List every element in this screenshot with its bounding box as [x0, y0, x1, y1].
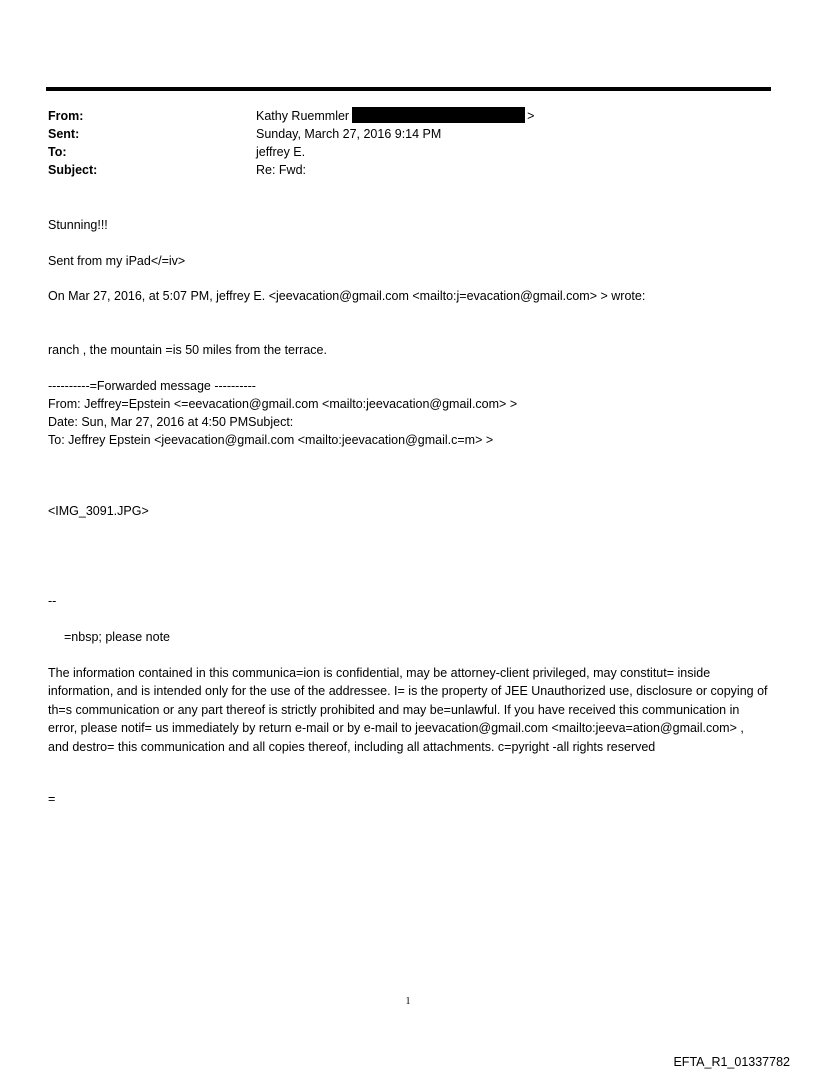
from-suffix: > — [527, 109, 535, 123]
redaction-box — [352, 107, 525, 123]
signature-dash: -- — [48, 594, 57, 608]
forwarded-date: Date: Sun, Mar 27, 2016 at 4:50 PMSubject: — [48, 415, 294, 429]
sent-value: Sunday, March 27, 2016 9:14 PM — [256, 127, 442, 141]
from-label: From: — [48, 109, 84, 123]
from-value — [256, 107, 534, 125]
to-value: jeffrey E. — [256, 145, 306, 159]
top-rule — [46, 87, 771, 91]
disclaimer-paragraph: The information contained in this communica=ion is confidential, may be attorney-client privileged, may constitut= inside information, and is intended only for the use of the addressee. I= is the property of JEE Unauthorized use, disclosure or copying of th=s communication or any part thereof is strictly prohibited and may be=unlawful. If you have received this communication in error, please notif= us immediately by return e-mail or by e-mail to jeevacation@gmail.com <mailto:jeeva=ation@gmail.com> , and destro= this communication and all copies thereof, including all attachments. c=pyright -all rights reserved — [48, 666, 768, 754]
subject-value: Re: Fwd: — [256, 163, 307, 177]
page-number: 1 — [405, 996, 411, 1007]
subject-label: Subject: — [48, 163, 98, 177]
body-line-stunning: Stunning!!! — [48, 218, 108, 232]
sender-name: Kathy Ruemmler — [256, 109, 350, 123]
bates-number: EFTA_R1_01337782 — [673, 1055, 790, 1069]
please-note: =nbsp; please note — [64, 630, 170, 644]
body-line-ranch: ranch , the mountain =is 50 miles from the terrace. — [48, 343, 327, 357]
forwarded-header: ----------=Forwarded message ---------- — [48, 379, 256, 393]
attachment-name: <IMG_3091.JPG> — [48, 504, 149, 518]
sent-label: Sent: — [48, 127, 80, 141]
body-line-sent-from: Sent from my iPad</=iv> — [48, 254, 186, 268]
forwarded-to: To: Jeffrey Epstein <jeevacation@gmail.com <mailto:jeevacation@gmail.c=m> > — [48, 433, 494, 447]
to-label: To: — [48, 145, 67, 159]
body-end-marker: = — [48, 792, 56, 806]
forwarded-from: From: Jeffrey=Epstein <=eevacation@gmail.com <mailto:jeevacation@gmail.com> > — [48, 397, 518, 411]
body-line-quote-header: On Mar 27, 2016, at 5:07 PM, jeffrey E. <jeevacation@gmail.com <mailto:j=evacation@gmail.com> > wrote: — [48, 289, 646, 303]
